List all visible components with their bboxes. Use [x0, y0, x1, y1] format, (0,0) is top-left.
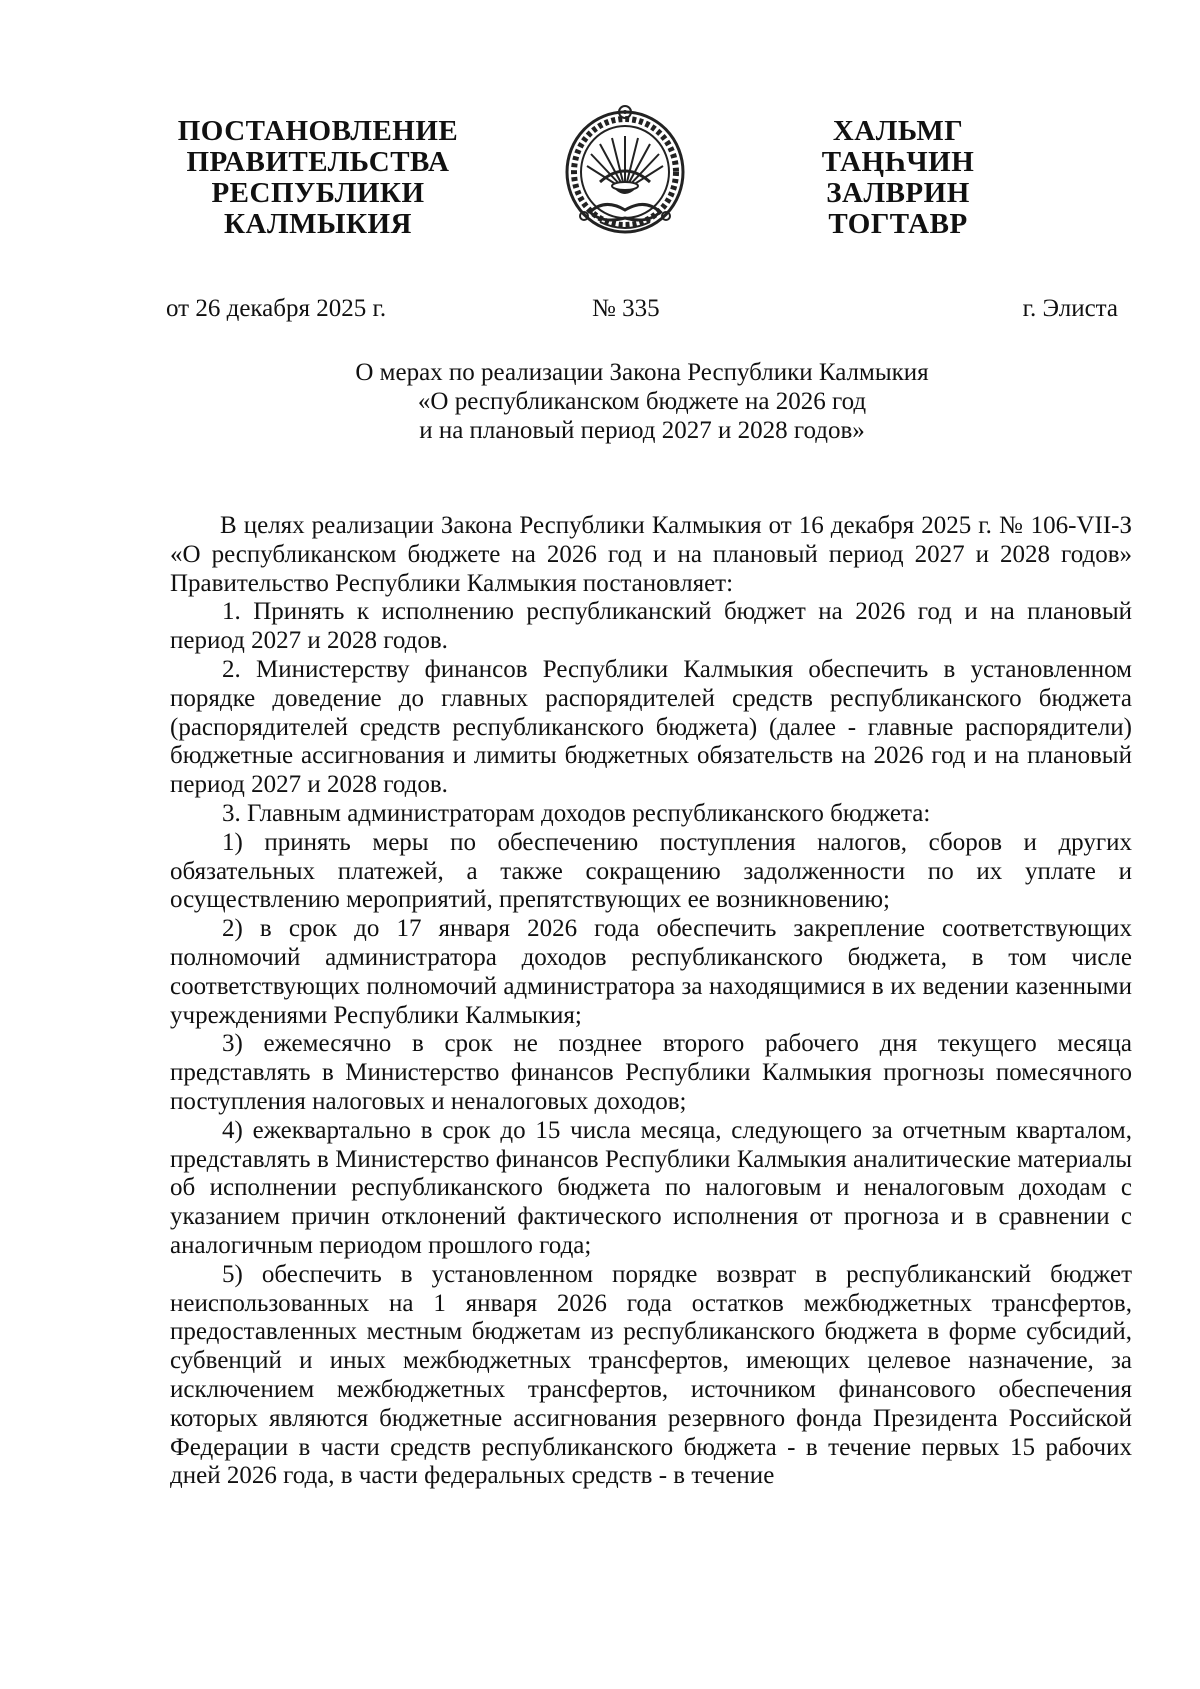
header-left-line: КАЛМЫКИЯ: [224, 208, 412, 240]
document-city: г. Элиста: [1022, 295, 1118, 322]
document-number: № 335: [592, 295, 660, 322]
paragraph-subitem-2: 2) в срок до 17 января 2026 года обеспечить закрепление соответствующих полномочий администратора доходов республиканского бюджета, в том числе соответствующих полномочий администратора за находящимися в их ведении казенными учреждениями Республики Калмыкия;: [170, 915, 1132, 1029]
title-line: и на плановый период 2027 и 2028 годов»: [419, 417, 865, 444]
paragraph-subitem-5: 5) обеспечить в установленном порядке возврат в республиканский бюджет неиспользованных на 1 января 2026 года остатков межбюджетных трансфертов, предоставленных местным бюджетам из республиканского бюджета в форме субсидий, субвенций и иных межбюджетных трансфертов, имеющих целевое назначение, за исключением межбюджетных трансфертов, источником финансового обеспечения которых являются бюджетные ассигнования резервного фонда Президента Российской Федерации в части средств республиканского бюджета - в течение первых 15 рабочих дней 2026 года, в части федеральных средств - в течение: [170, 1260, 1132, 1490]
header-right-line: ЗАЛВРИН: [826, 177, 970, 209]
title-line: «О республиканском бюджете на 2026 год: [417, 388, 867, 415]
header-left-line: ПРАВИТЕЛЬСТВА: [186, 146, 450, 178]
title-line: О мерах по реализации Закона Республики Калмыкия: [355, 359, 929, 386]
header-left-line: РЕСПУБЛИКИ: [211, 177, 425, 209]
header-left-line: ПОСТАНОВЛЕНИЕ: [177, 115, 459, 147]
header-right-line: ТАҢҺЧИН: [821, 146, 975, 178]
paragraph-item-3: 3. Главным администраторам доходов республиканского бюджета:: [222, 799, 931, 827]
header-right-line: ТОГТАВР: [828, 208, 968, 240]
header-left-title: [168, 116, 468, 240]
document-body: [170, 512, 1132, 1491]
header-right-title: [798, 116, 998, 240]
paragraph-subitem-3: 3) ежемесячно в срок не позднее второго рабочего дня текущего месяца представлять в Министерство финансов Республики Калмыкия прогнозы помесячного поступления налоговых и неналоговых доходов;: [170, 1030, 1132, 1115]
paragraph-subitem-1: 1) принять меры по обеспечению поступления налогов, сборов и других обязательных платежей, а также сокращению задолженности по их уплате и осуществлению мероприятий, препятствующих ее возникновению;: [170, 828, 1132, 914]
document-date: от 26 декабря 2025 г.: [166, 295, 387, 322]
paragraph-item-2: 2. Министерству финансов Республики Калмыкия обеспечить в установленном порядке доведение до главных распорядителей средств республиканского бюджета (распорядителей средств республиканского бюджета) (далее - главные распорядители) бюджетные ассигнования и лимиты бюджетных обязательств на 2026 год и на плановый период 2027 и 2028 годов.: [170, 655, 1132, 799]
header-right-line: ХАЛЬМГ: [832, 115, 964, 147]
paragraph-preamble: В целях реализации Закона Республики Калмыкия от 16 декабря 2025 г. № 106-VII-З «О республиканском бюджете на 2026 год и на плановый период 2027 и 2028 годов» Правительство Республики Калмыкия постановляет:: [170, 512, 1132, 597]
coat-of-arms-icon: [560, 102, 690, 242]
paragraph-subitem-4: 4) ежеквартально в срок до 15 числа месяца, следующего за отчетным кварталом, представлять в Министерство финансов Республики Калмыкия аналитические материалы об исполнении республиканского бюджета по налоговым и неналоговым доходам с указанием причин отклонений фактического исполнения от прогноза и в сравнении с аналогичным периодом прошлого года;: [170, 1116, 1132, 1259]
document-title: [150, 358, 1134, 445]
paragraph-item-1: 1. Принять к исполнению республиканский бюджет на 2026 год и на плановый период 2027 и 2028 годов.: [170, 598, 1132, 655]
